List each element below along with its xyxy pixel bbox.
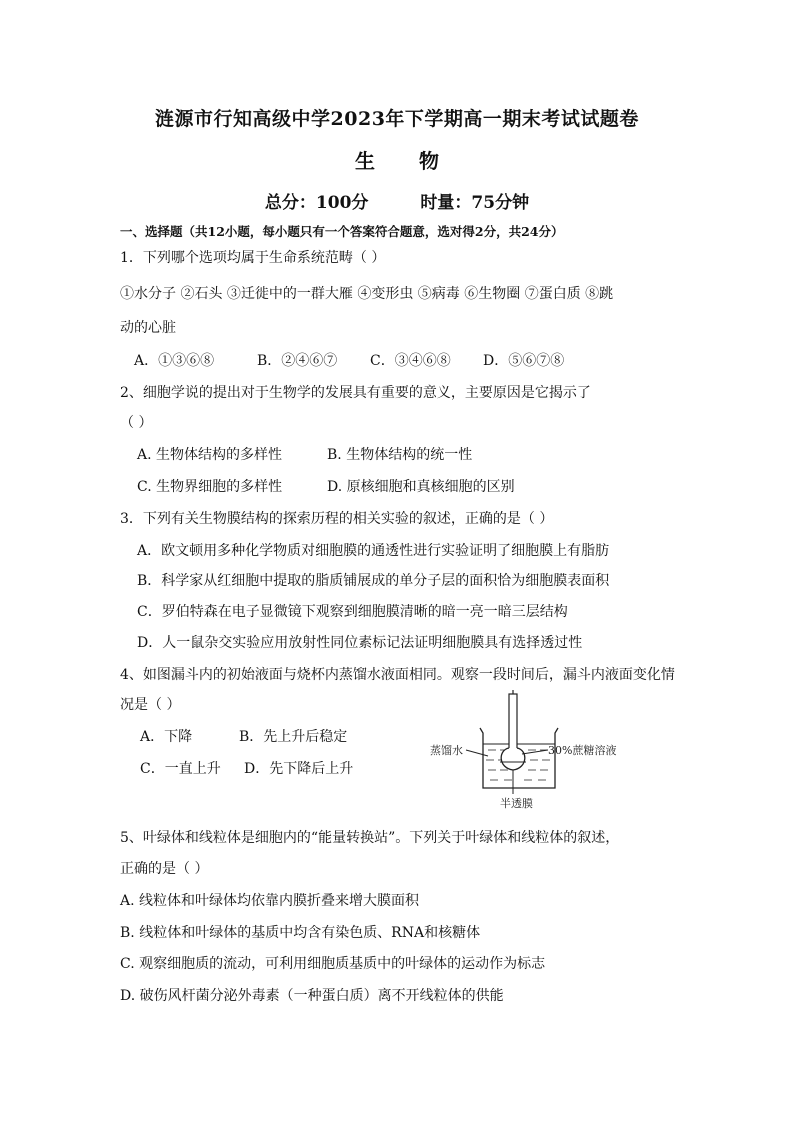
q5-stem-line1: 5、叶绿体和线粒体是细胞内的“能量转换站”。下列关于叶绿体和线粒体的叙述， [120, 830, 620, 846]
subject-title [0, 145, 794, 174]
q4-option-a: A．下降 [140, 729, 193, 745]
q5-option-a: A. 线粒体和叶绿体均依靠内膜折叠来增大膜面积 [120, 893, 420, 909]
q4-option-d: D．先下降后上升 [244, 761, 354, 777]
osmosis-figure [430, 688, 640, 813]
time-limit: 时量：75分钟 [420, 193, 530, 213]
subject-char-2: 物 [419, 149, 439, 173]
q1-items-line2: 动的心脏 [120, 320, 176, 336]
subject-char-1: 生 [355, 149, 375, 173]
q4-stem-line1: 4、如图漏斗内的初始液面与烧杯内蒸馏水液面相同。观察一段时间后，漏斗内液面变化情 [120, 667, 675, 683]
q2-option-d: D. 原核细胞和真核细胞的区别 [327, 479, 515, 495]
q1-option-c: C．③④⑥⑧ [370, 353, 451, 369]
q1-option-a: A．①③⑥⑧ [134, 353, 215, 369]
q4-stem-line2: 况是（ ） [120, 697, 181, 713]
q3-stem: 3．下列有关生物膜结构的探索历程的相关实验的叙述，正确的是（ ） [120, 511, 554, 527]
q3-option-b: B．科学家从红细胞中提取的脂质铺展成的单分子层的面积恰为细胞膜表面积 [137, 573, 610, 589]
q5-option-c: C. 观察细胞质的流动，可利用细胞质基质中的叶绿体的运动作为标志 [120, 956, 546, 972]
q2-stem-line2: （ ） [120, 415, 153, 431]
label-membrane: 半透膜 [500, 797, 533, 810]
q5-option-d: D. 破伤风杆菌分泌外毒素（一种蛋白质）离不开线粒体的供能 [120, 988, 504, 1004]
q1-stem: 1．下列哪个选项均属于生命系统范畴（ ） [120, 250, 386, 266]
distilled-water-pointer [466, 750, 488, 756]
q2-stem-line1: 2、细胞学说的提出对于生物学的发展具有重要的意义，主要原因是它揭示了 [120, 385, 591, 401]
q5-option-b: B. 线粒体和叶绿体的基质中均含有染色质、RNA和核糖体 [120, 925, 481, 941]
funnel-tube [509, 694, 517, 750]
q2-option-c: C. 生物界细胞的多样性 [137, 479, 283, 495]
funnel-bulb [501, 748, 525, 770]
label-sucrose: 30%蔗糖溶液 [548, 744, 617, 757]
label-distilled-water: 蒸馏水 [430, 744, 463, 757]
exam-meta [0, 188, 794, 213]
q1-items-line1: ①水分子 ②石头 ③迁徙中的一群大雁 ④变形虫 ⑤病毒 ⑥生物圈 ⑦蛋白质 ⑧跳 [120, 286, 614, 302]
sucrose-pointer [522, 750, 548, 754]
q1-option-b: B．②④⑥⑦ [257, 353, 338, 369]
total-score: 总分：100分 [264, 193, 369, 213]
q4-option-b: B．先上升后稳定 [239, 729, 348, 745]
q3-option-a: A．欧文顿用多种化学物质对细胞膜的通透性进行实验证明了细胞膜上有脂肪 [137, 543, 610, 559]
q3-option-d: D．人一鼠杂交实验应用放射性同位素标记法证明细胞膜具有选择透过性 [137, 635, 583, 651]
q2-option-a: A. 生物体结构的多样性 [137, 447, 283, 463]
q4-option-c: C．一直上升 [140, 761, 221, 777]
q3-option-c: C．罗伯特森在电子显微镜下观察到细胞膜清晰的暗一亮一暗三层结构 [137, 604, 568, 620]
exam-title: 涟源市行知高级中学2023年下学期高一期末考试试题卷 [155, 108, 639, 130]
section-heading: 一、选择题（共12小题，每小题只有一个答案符合题意，选对得2分，共24分） [120, 224, 564, 239]
q5-stem-line2: 正确的是（ ） [120, 861, 209, 877]
q2-option-b: B. 生物体结构的统一性 [327, 447, 473, 463]
q1-option-d: D．⑤⑥⑦⑧ [483, 353, 565, 369]
